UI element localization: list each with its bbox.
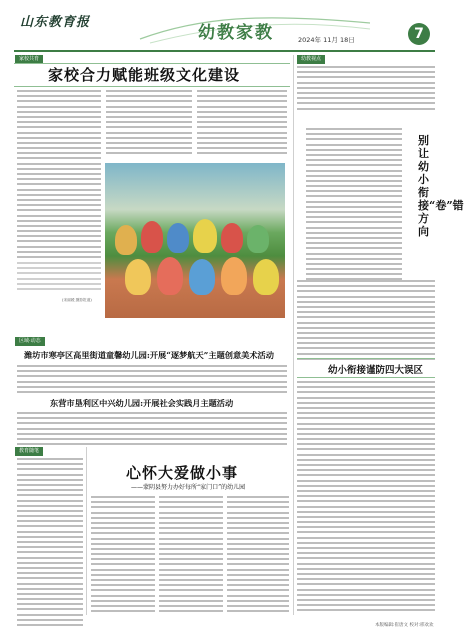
bottom-article-col2 xyxy=(159,496,223,615)
page-header xyxy=(0,0,450,50)
main-article-col2 xyxy=(106,90,192,157)
column-separator xyxy=(86,447,87,615)
bridge-article-title: 幼小衔接谨防四大误区 xyxy=(328,365,424,376)
intro-paragraph xyxy=(297,66,435,113)
photo-caption-lines xyxy=(17,262,101,293)
child-figure xyxy=(189,259,215,295)
vertical-article-col xyxy=(306,128,402,284)
bottom-article-subtitle: ——蒙阴县努力办好每所“家门口”的幼儿园 xyxy=(131,484,246,491)
bottom-article-title: 心怀大爱做小事 xyxy=(126,464,239,482)
children-photo xyxy=(105,163,285,318)
news2-body xyxy=(17,412,287,448)
bottom-article-col1 xyxy=(91,496,155,615)
news1-body xyxy=(17,365,287,396)
page-number: 7 xyxy=(408,23,430,45)
newspaper-logo: 山东教育报 xyxy=(20,15,91,30)
child-figure xyxy=(221,257,247,295)
child-figure xyxy=(253,259,279,295)
column-separator xyxy=(293,55,294,615)
header-rule xyxy=(14,50,435,52)
child-figure xyxy=(115,225,137,255)
child-figure xyxy=(193,219,217,253)
child-figure xyxy=(125,259,151,295)
issue-date: 2024年 11月 18日 xyxy=(298,36,355,44)
vertical-article-bottom xyxy=(297,280,435,363)
main-article-col3 xyxy=(197,90,287,157)
essay-body xyxy=(17,458,83,629)
bridge-article-body xyxy=(297,381,435,614)
bottom-article-col3 xyxy=(227,496,289,615)
tag-home-school: 家校共育 xyxy=(15,55,43,64)
main-article-col1 xyxy=(17,90,101,261)
section-title: 幼教家教 xyxy=(198,23,274,43)
footer-credit: 本版编辑:崔唐文 校对:邢欢欢 xyxy=(375,623,434,628)
child-figure xyxy=(157,257,183,295)
photo-caption-author: (宋丽媛 摄影报道) xyxy=(62,298,92,302)
news1-title: 潍坊市寒亭区高里街道童馨幼儿园:开展“逐梦航天”主题创意美术活动 xyxy=(24,350,274,360)
child-figure xyxy=(167,223,189,253)
child-figure xyxy=(141,221,163,253)
tag-essay: 教育随笔 xyxy=(15,447,43,456)
child-figure xyxy=(247,225,269,253)
tag-news: 区域·动态 xyxy=(15,337,45,346)
main-article-title: 家校合力赋能班级文化建设 xyxy=(48,66,241,84)
news2-title: 东营市垦利区中兴幼儿园:开展社会实践月主题活动 xyxy=(50,398,234,408)
child-figure xyxy=(221,223,243,253)
vertical-article-title: 别让幼小衔接“卷”错方向 xyxy=(418,134,464,238)
tag-viewpoint: 幼教视点 xyxy=(297,55,325,64)
